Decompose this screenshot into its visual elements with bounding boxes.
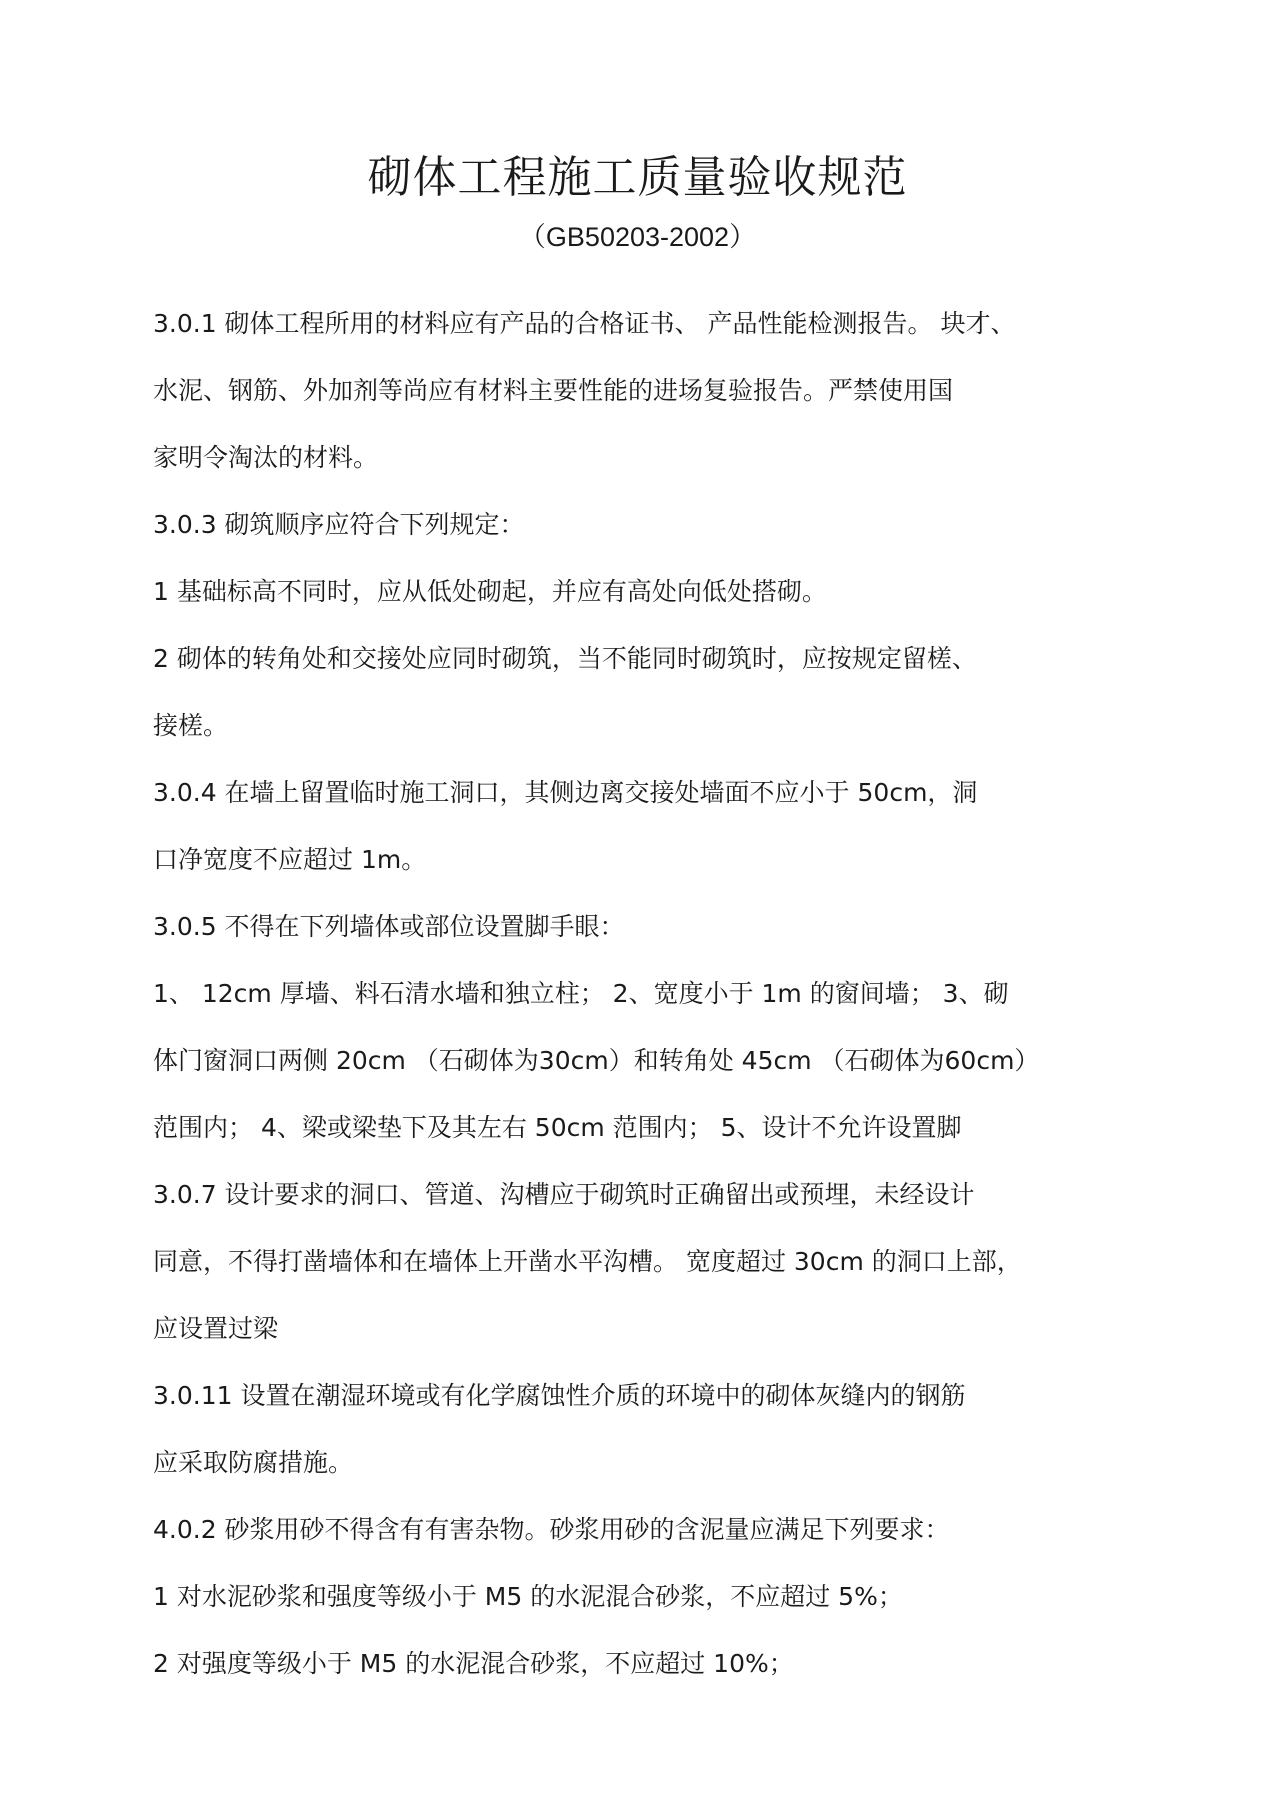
text-line: 3.0.11 设置在潮湿环境或有化学腐蚀性介质的环境中的砌体灰缝内的钢筋 xyxy=(153,1381,966,1410)
text-line: 1 基础标高不同时，应从低处砌起，并应有高处向低处搭砌。 xyxy=(153,577,827,606)
text-line: 应设置过梁 xyxy=(153,1314,279,1343)
text-line: 3.0.3 砌筑顺序应符合下列规定： xyxy=(153,510,525,539)
text-line: 4.0.2 砂浆用砂不得含有有害杂物。砂浆用砂的含泥量应满足下列要求： xyxy=(153,1515,950,1544)
document-title: 砌体工程施工质量验收规范 xyxy=(367,152,908,203)
text-line: 2 砌体的转角处和交接处应同时砌筑，当不能同时砌筑时，应按规定留槎、 xyxy=(153,644,977,673)
text-line: 1 对水泥砂浆和强度等级小于 M5 的水泥混合砂浆，不应超过 5%； xyxy=(153,1582,903,1611)
text-line: 3.0.1 砌体工程所用的材料应有产品的合格证书、 产品性能检测报告。 块才、 xyxy=(153,309,1016,338)
text-line: 家明令淘汰的材料。 xyxy=(153,443,379,472)
document-body xyxy=(153,290,1133,1697)
text-line: 口净宽度不应超过 1m。 xyxy=(153,845,427,874)
text-line: 3.0.5 不得在下列墙体或部位设置脚手眼： xyxy=(153,912,625,941)
text-line: 同意，不得打凿墙体和在墙体上开凿水平沟槽。 宽度超过 30cm 的洞口上部， xyxy=(153,1247,1022,1276)
text-line: 3.0.4 在墙上留置临时施工洞口，其侧边离交接处墙面不应小于 50cm，洞 xyxy=(153,778,978,807)
text-line: 3.0.7 设计要求的洞口、管道、沟槽应于砌筑时正确留出或预埋，未经设计 xyxy=(153,1180,975,1209)
text-line: 1、 12cm 厚墙、料石清水墙和独立柱； 2、宽度小于 1m 的窗间墙； 3、砌 xyxy=(153,979,1009,1008)
text-line: 应采取防腐措施。 xyxy=(153,1448,354,1477)
text-line: 接槎。 xyxy=(153,711,229,740)
text-line: 范围内； 4、梁或梁垫下及其左右 50cm 范围内； 5、设计不允许设置脚 xyxy=(153,1113,962,1142)
text-line: 2 对强度等级小于 M5 的水泥混合砂浆，不应超过 10%； xyxy=(153,1649,794,1678)
document-subtitle: （GB50203-2002） xyxy=(518,222,757,252)
text-line: 水泥、钢筋、外加剂等尚应有材料主要性能的进场复验报告。严禁使用国 xyxy=(153,376,954,405)
text-line: 体门窗洞口两侧 20cm （石砌体为30cm）和转角处 45cm （石砌体为60cm） xyxy=(153,1046,1040,1075)
